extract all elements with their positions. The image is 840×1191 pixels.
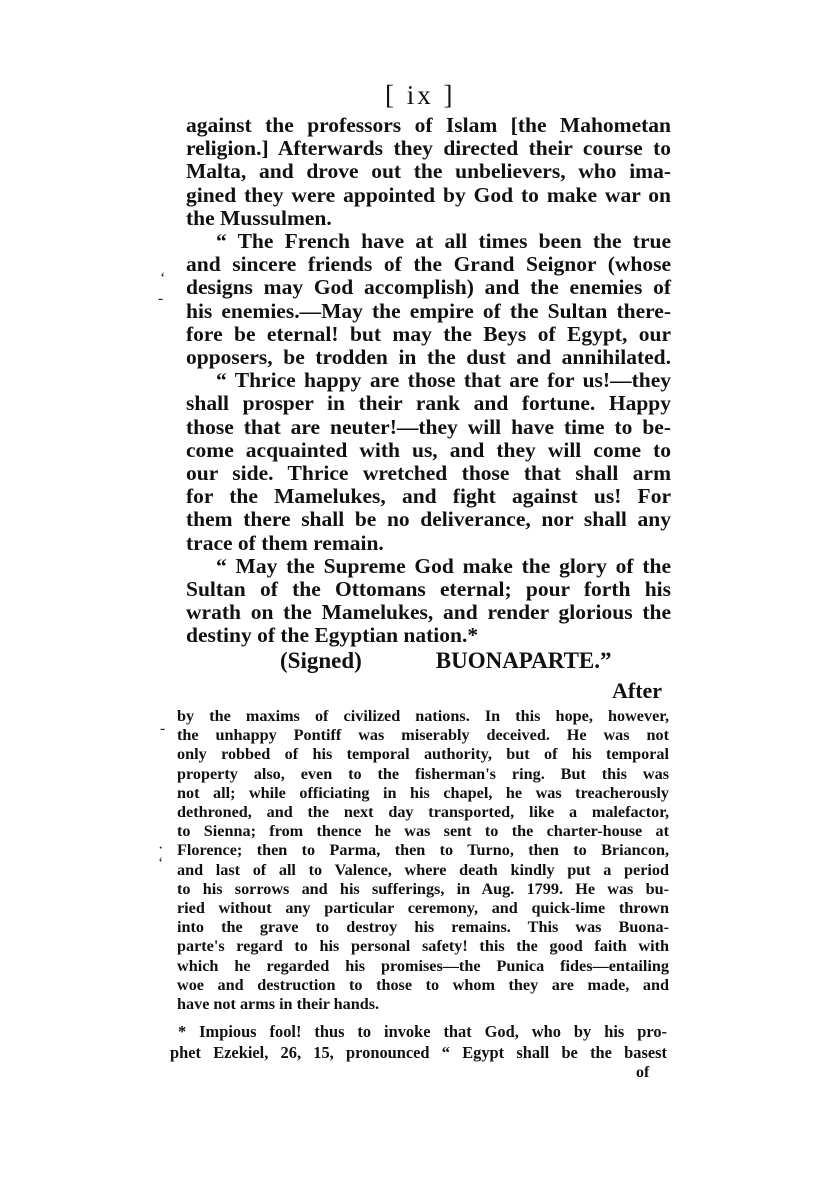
- note-line: and last of all to Valence, where death kindly put a period: [177, 860, 669, 879]
- text-line: wrath on the Mamelukes, and render glorious the: [186, 600, 671, 625]
- text-line: shall prosper in their rank and fortune. Happy: [186, 391, 671, 416]
- text-line: those that are neuter!—they will have time to be-: [186, 414, 671, 439]
- footnote: [170, 1022, 667, 1063]
- text-line: Sultan of the Ottomans eternal; pour forth his: [186, 577, 671, 602]
- note-line: property also, even to the fisherman's ring. But this was: [177, 764, 669, 783]
- note-line: parte's regard to his personal safety! this the good faith with: [177, 937, 669, 956]
- note-line: woe and destruction to those to whom they are made, and: [177, 975, 669, 994]
- text-line: opposers, be trodden in the dust and annihilated.: [186, 345, 671, 370]
- note-line: by the maxims of civilized nations. In this hope, however,: [177, 707, 669, 725]
- signature-name: BUONAPARTE.”: [435, 648, 612, 673]
- text-line: Malta, and drove out the unbelievers, who ima-: [186, 159, 671, 184]
- text-line: fore be eternal! but may the Beys of Egypt, our: [186, 321, 671, 346]
- text-line: trace of them remain.: [186, 530, 384, 555]
- text-line: against the professors of Islam [the Mahometan: [186, 113, 671, 137]
- text-line: religion.] Afterwards they directed their course to: [186, 136, 671, 161]
- note-line: to his sorrows and his sufferings, in Aug. 1799. He was bu-: [177, 879, 669, 898]
- footnote-line: * Impious fool! thus to invoke that God, who by his pro-: [178, 1022, 667, 1041]
- text-line: come acquainted with us, and they will come to: [186, 437, 671, 462]
- note-line: only robbed of his temporal authority, but of his temporal: [177, 745, 669, 764]
- text-line: gined they were appointed by God to make war on: [186, 182, 671, 207]
- text-line: them there shall be no deliverance, nor shall any: [186, 507, 671, 532]
- text-line: and sincere friends of the Grand Seignor (whose: [186, 252, 671, 277]
- text-line: his enemies.—May the empire of the Sultan there-: [186, 298, 671, 323]
- text-line: designs may God accomplish) and the enemies of: [186, 275, 671, 300]
- note-line: not all; while officiating in his chapel, he was treacherously: [177, 783, 669, 802]
- margin-mark: -: [160, 720, 166, 737]
- text-line: the Mussulmen.: [186, 205, 332, 230]
- note-line: dethroned, and the next day transported, like a malefactor,: [177, 803, 669, 822]
- text-line: our side. Thrice wretched those that shall arm: [186, 461, 671, 486]
- catchword: After: [612, 678, 663, 703]
- text-line: destiny of the Egyptian nation.*: [186, 623, 479, 648]
- main-text: [186, 114, 671, 648]
- signature-line: [280, 648, 612, 674]
- note-line: ried without any particular ceremony, and quick-lime thrown: [177, 899, 669, 918]
- margin-mark: -: [158, 290, 164, 307]
- margin-mark: ‘: [160, 270, 166, 287]
- note-line: have not arms in their hands.: [177, 995, 380, 1014]
- note-text: [177, 707, 669, 1014]
- note-line: which he regarded his promises—the Punica fides—entailing: [177, 956, 669, 975]
- note-line: to Sienna; from thence he was sent to the charter-house at: [177, 822, 669, 841]
- margin-mark: ·: [158, 840, 164, 857]
- text-line: “ Thrice happy are those that are for us!—they: [216, 368, 671, 393]
- footnote-line: phet Ezekiel, 26, 15, pronounced “ Egypt shall be the basest: [170, 1042, 667, 1062]
- text-line: “ May the Supreme God make the glory of the: [216, 553, 671, 578]
- margin-mark: ‘: [158, 855, 164, 872]
- text-line: for the Mamelukes, and fight against us! For: [186, 484, 671, 509]
- note-line: into the grave to destroy his remains. This was Buona-: [177, 918, 669, 937]
- signed-label: (Signed): [280, 648, 362, 673]
- note-line: Florence; then to Parma, then to Turno, then to Briancon,: [177, 841, 669, 860]
- text-line: “ The French have at all times been the true: [216, 229, 671, 254]
- page-number: [ ix ]: [385, 80, 456, 110]
- note-line: the unhappy Pontiff was miserably deceived. He was not: [177, 726, 669, 745]
- footnote-catchword: of: [636, 1064, 650, 1081]
